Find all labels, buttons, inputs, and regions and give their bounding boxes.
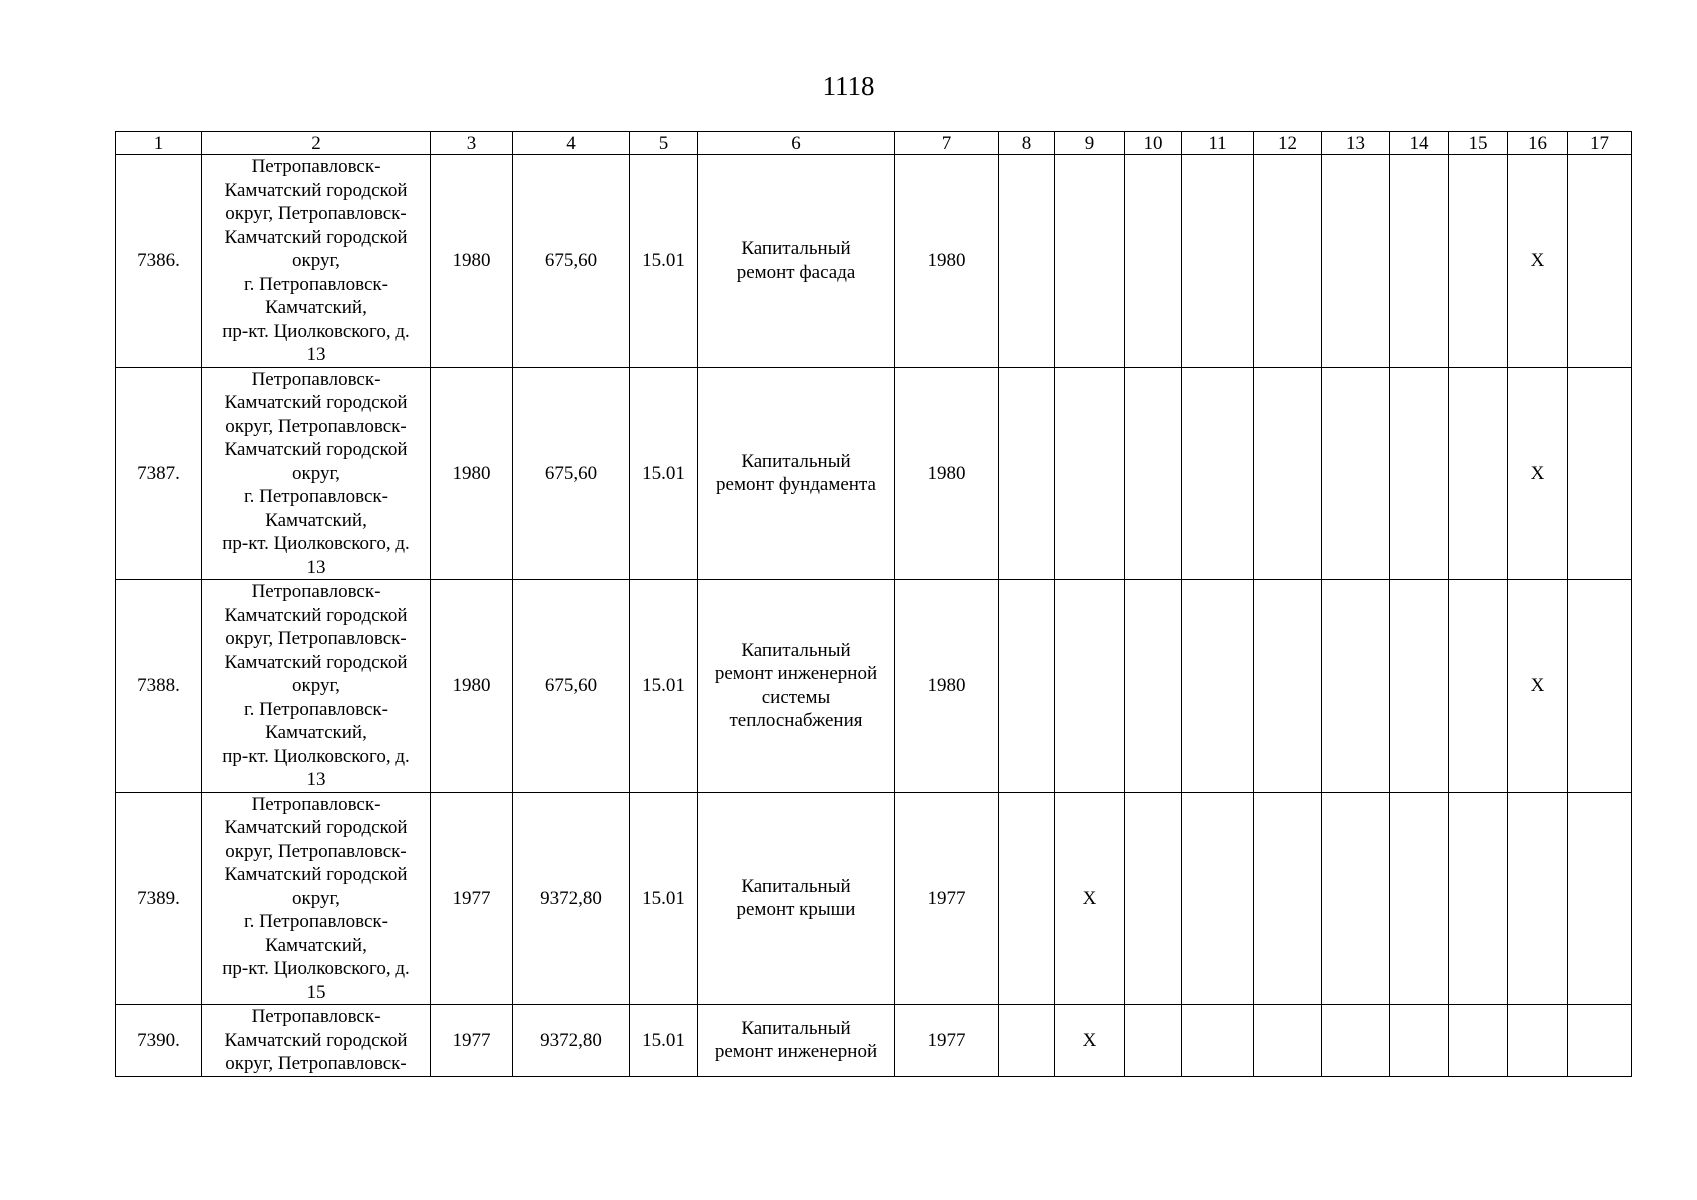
work-type-cell: Капитальный ремонт фундамента (698, 367, 895, 580)
area-cell: 675,60 (513, 580, 630, 793)
mark-cell (999, 792, 1055, 1005)
column-number: 15 (1449, 132, 1508, 155)
mark-cell (1568, 1005, 1632, 1077)
row-number: 7387. (116, 367, 202, 580)
code-cell: 15.01 (630, 580, 698, 793)
work-type-cell: Капитальный ремонт фасада (698, 155, 895, 368)
mark-cell (1254, 1005, 1322, 1077)
column-number: 12 (1254, 132, 1322, 155)
mark-cell (1125, 792, 1182, 1005)
column-number: 8 (999, 132, 1055, 155)
address-cell: Петропавловск- Камчатский городской округ, Петропавловск- Камчатский городской округ, г. Петропавловск- Камчатский, пр-кт. Циолковского, д. 13 (202, 155, 431, 368)
year-cell: 1980 (431, 367, 513, 580)
column-number: 6 (698, 132, 895, 155)
mark-cell (1254, 367, 1322, 580)
table-row (116, 367, 1632, 580)
mark-cell (1322, 155, 1390, 368)
mark-cell (1125, 580, 1182, 793)
mark-cell: X (1508, 155, 1568, 368)
register-table (115, 131, 1632, 1077)
column-number: 11 (1182, 132, 1254, 155)
page-number: 1118 (822, 71, 875, 101)
row-number: 7390. (116, 1005, 202, 1077)
mark-cell (1322, 367, 1390, 580)
mark-cell (1449, 792, 1508, 1005)
work-type-cell: Капитальный ремонт крыши (698, 792, 895, 1005)
year-cell: 1977 (431, 792, 513, 1005)
mark-cell (999, 580, 1055, 793)
year-cell: 1977 (895, 792, 999, 1005)
mark-cell (1449, 367, 1508, 580)
mark-cell (1449, 1005, 1508, 1077)
year-cell: 1980 (895, 580, 999, 793)
mark-cell (1182, 1005, 1254, 1077)
column-number: 10 (1125, 132, 1182, 155)
row-number: 7389. (116, 792, 202, 1005)
mark-cell (1390, 155, 1449, 368)
column-number: 7 (895, 132, 999, 155)
mark-cell (1568, 155, 1632, 368)
table-row (116, 155, 1632, 368)
code-cell: 15.01 (630, 155, 698, 368)
code-cell: 15.01 (630, 1005, 698, 1077)
mark-cell: X (1508, 580, 1568, 793)
mark-cell (1390, 792, 1449, 1005)
mark-cell (1125, 367, 1182, 580)
mark-cell (1182, 792, 1254, 1005)
mark-cell: X (1508, 367, 1568, 580)
year-cell: 1977 (431, 1005, 513, 1077)
mark-cell (1055, 155, 1125, 368)
area-cell: 9372,80 (513, 1005, 630, 1077)
mark-cell (1449, 580, 1508, 793)
column-number: 16 (1508, 132, 1568, 155)
table-row (116, 1005, 1632, 1077)
year-cell: 1980 (431, 580, 513, 793)
table-row (116, 792, 1632, 1005)
mark-cell (1390, 1005, 1449, 1077)
mark-cell: X (1055, 1005, 1125, 1077)
mark-cell (1055, 367, 1125, 580)
year-cell: 1980 (895, 367, 999, 580)
mark-cell (1125, 155, 1182, 368)
address-cell: Петропавловск- Камчатский городской округ, Петропавловск- (202, 1005, 431, 1077)
mark-cell (1182, 367, 1254, 580)
address-cell: Петропавловск- Камчатский городской округ, Петропавловск- Камчатский городской округ, г. Петропавловск- Камчатский, пр-кт. Циолковского, д. 13 (202, 367, 431, 580)
row-number: 7388. (116, 580, 202, 793)
code-cell: 15.01 (630, 367, 698, 580)
year-cell: 1980 (431, 155, 513, 368)
mark-cell (1390, 367, 1449, 580)
mark-cell (999, 1005, 1055, 1077)
mark-cell (1508, 792, 1568, 1005)
mark-cell (1125, 1005, 1182, 1077)
column-number: 1 (116, 132, 202, 155)
row-number: 7386. (116, 155, 202, 368)
column-number: 13 (1322, 132, 1390, 155)
area-cell: 675,60 (513, 155, 630, 368)
year-cell: 1977 (895, 1005, 999, 1077)
column-number-row (116, 132, 1632, 155)
mark-cell (999, 155, 1055, 368)
mark-cell (1390, 580, 1449, 793)
mark-cell (1568, 580, 1632, 793)
mark-cell: X (1055, 792, 1125, 1005)
area-cell: 9372,80 (513, 792, 630, 1005)
address-cell: Петропавловск- Камчатский городской округ, Петропавловск- Камчатский городской округ, г. Петропавловск- Камчатский, пр-кт. Циолковского, д. 15 (202, 792, 431, 1005)
mark-cell (1254, 580, 1322, 793)
mark-cell (1568, 792, 1632, 1005)
address-cell: Петропавловск- Камчатский городской округ, Петропавловск- Камчатский городской округ, г. Петропавловск- Камчатский, пр-кт. Циолковского, д. 13 (202, 580, 431, 793)
mark-cell (1568, 367, 1632, 580)
table-row (116, 580, 1632, 793)
mark-cell (1254, 155, 1322, 368)
mark-cell (1322, 580, 1390, 793)
mark-cell (1055, 580, 1125, 793)
mark-cell (1322, 1005, 1390, 1077)
work-type-cell: Капитальный ремонт инженерной системы теплоснабжения (698, 580, 895, 793)
code-cell: 15.01 (630, 792, 698, 1005)
column-number: 5 (630, 132, 698, 155)
year-cell: 1980 (895, 155, 999, 368)
mark-cell (1182, 155, 1254, 368)
mark-cell (1508, 1005, 1568, 1077)
work-type-cell: Капитальный ремонт инженерной (698, 1005, 895, 1077)
mark-cell (999, 367, 1055, 580)
mark-cell (1254, 792, 1322, 1005)
mark-cell (1182, 580, 1254, 793)
column-number: 9 (1055, 132, 1125, 155)
column-number: 4 (513, 132, 630, 155)
mark-cell (1449, 155, 1508, 368)
column-number: 2 (202, 132, 431, 155)
column-number: 3 (431, 132, 513, 155)
mark-cell (1322, 792, 1390, 1005)
column-number: 14 (1390, 132, 1449, 155)
column-number: 17 (1568, 132, 1632, 155)
area-cell: 675,60 (513, 367, 630, 580)
